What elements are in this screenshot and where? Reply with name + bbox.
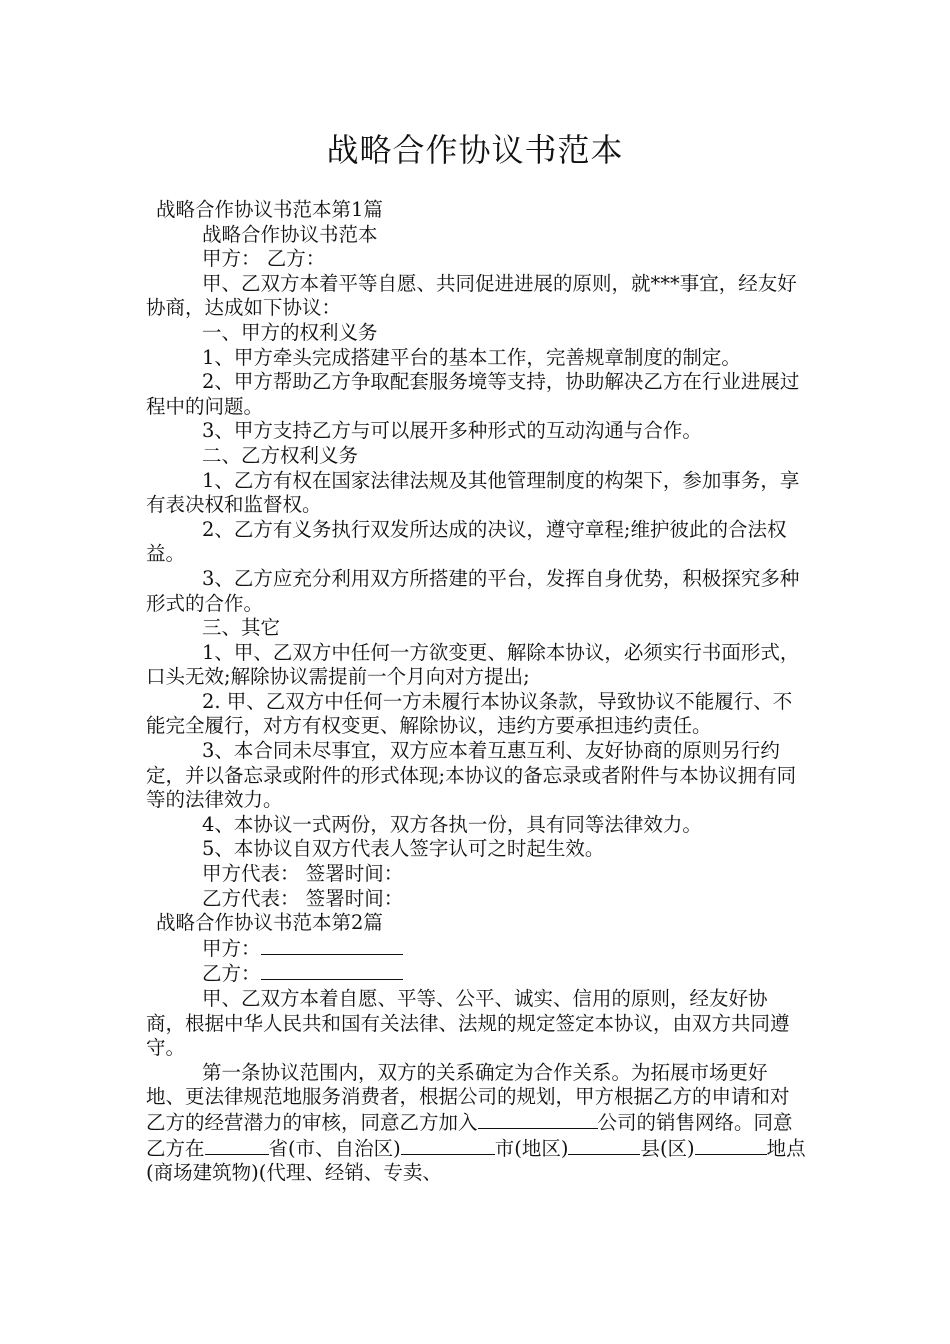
article1-text-f: 地点(商场建筑物)(代理、经销、专卖、	[146, 1136, 806, 1185]
signature-line-a: 甲方代表： 签署时间：	[202, 862, 404, 886]
section2-item: 2、乙方有义务执行双发所达成的决议，遵守章程;维护彼此的合法权益。	[146, 517, 787, 566]
section3-item: 2. 甲、乙双方中任何一方未履行本协议条款，导致协议不能履行、不能完全履行，对方有权变更、解除协议，违约方要承担违约责任。	[146, 689, 793, 738]
article1-paragraph	[146, 1061, 806, 1186]
part2-heading: 战略合作协议书范本第2篇	[156, 911, 383, 935]
party-b-blank	[261, 961, 403, 980]
location-blank	[695, 1136, 767, 1155]
article1-text-e: 县(区)	[640, 1136, 695, 1160]
part1-heading: 战略合作协议书范本第1篇	[156, 198, 383, 221]
party-a-line	[146, 936, 806, 962]
section1-item: 1、甲方牵头完成搭建平台的基本工作，完善规章制度的制定。	[202, 345, 741, 369]
part1-intro: 甲、乙双方本着平等自愿、共同促进进展的原则，就***事宜，经友好协商，达成如下协议：	[146, 271, 797, 320]
section2-title: 二、乙方权利义务	[202, 443, 359, 467]
party-a-blank	[261, 936, 403, 955]
document-title: 战略合作协议书范本	[326, 131, 624, 169]
article1-text-a: 第一条协议范围内，双方的关系确定为合作关系。为拓展市场更好地、更法律规范地服务消费者，根据公司的规划，甲方根据乙方的申请和对乙方的经营潜力的审核，同意乙方加入	[146, 1060, 790, 1134]
section1-title: 一、甲方的权利义务	[202, 320, 378, 344]
section3-item: 1、甲、乙双方中任何一方欲变更、解除本协议，必须实行书面形式，口头无效;解除协议需提前一个月向对方提出;	[146, 640, 800, 689]
party-a-label: 甲方：	[202, 936, 261, 960]
party-b-label: 乙方：	[202, 962, 261, 986]
section3-title: 三、其它	[202, 616, 281, 640]
county-blank	[568, 1136, 640, 1155]
section3-item: 5、本协议自双方代表人签字认可之时起生效。	[202, 837, 605, 861]
section2-item: 1、乙方有权在国家法律法规及其他管理制度的构架下，参加事务，享有表决权和监督权。	[146, 468, 800, 517]
part2-intro: 甲、乙双方本着自愿、平等、公平、诚实、信用的原则，经友好协商，根据中华人民共和国有关法律、法规的规定签定本协议，由双方共同遵守。	[146, 987, 790, 1060]
article1-text-c: 省(市、自治区)	[268, 1136, 401, 1160]
article1-text-d: 市(地区)	[494, 1136, 569, 1160]
section3-item: 3、本合同未尽事宜，双方应本着互惠互利、友好协商的原则另行约定，并以备忘录或附件的形式体现;本协议的备忘录或者附件与本协议拥有同等的法律效力。	[146, 739, 797, 812]
section2-item: 3、乙方应充分利用双方所搭建的平台，发挥自身优势，积极探究多种形式的合作。	[146, 566, 800, 615]
city-blank	[401, 1136, 495, 1155]
section1-item: 3、甲方支持乙方与可以展开多种形式的互动沟通与合作。	[202, 419, 702, 443]
section1-item: 2、甲方帮助乙方争取配套服务境等支持，协助解决乙方在行业进展过程中的问题。	[146, 370, 800, 418]
part1-subtitle: 战略合作协议书范本	[202, 222, 378, 246]
section3-item: 4、本协议一式两份，双方各执一份，具有同等法律效力。	[202, 812, 702, 836]
article1-text-b: 公司的销售网络。同意乙方在	[146, 1110, 793, 1160]
party-b-line	[146, 961, 806, 987]
province-blank	[205, 1136, 269, 1155]
document-body	[146, 198, 806, 1186]
signature-line-b: 乙方代表： 签署时间：	[202, 886, 404, 910]
part1-parties: 甲方： 乙方：	[202, 247, 326, 271]
company-blank	[478, 1110, 598, 1129]
